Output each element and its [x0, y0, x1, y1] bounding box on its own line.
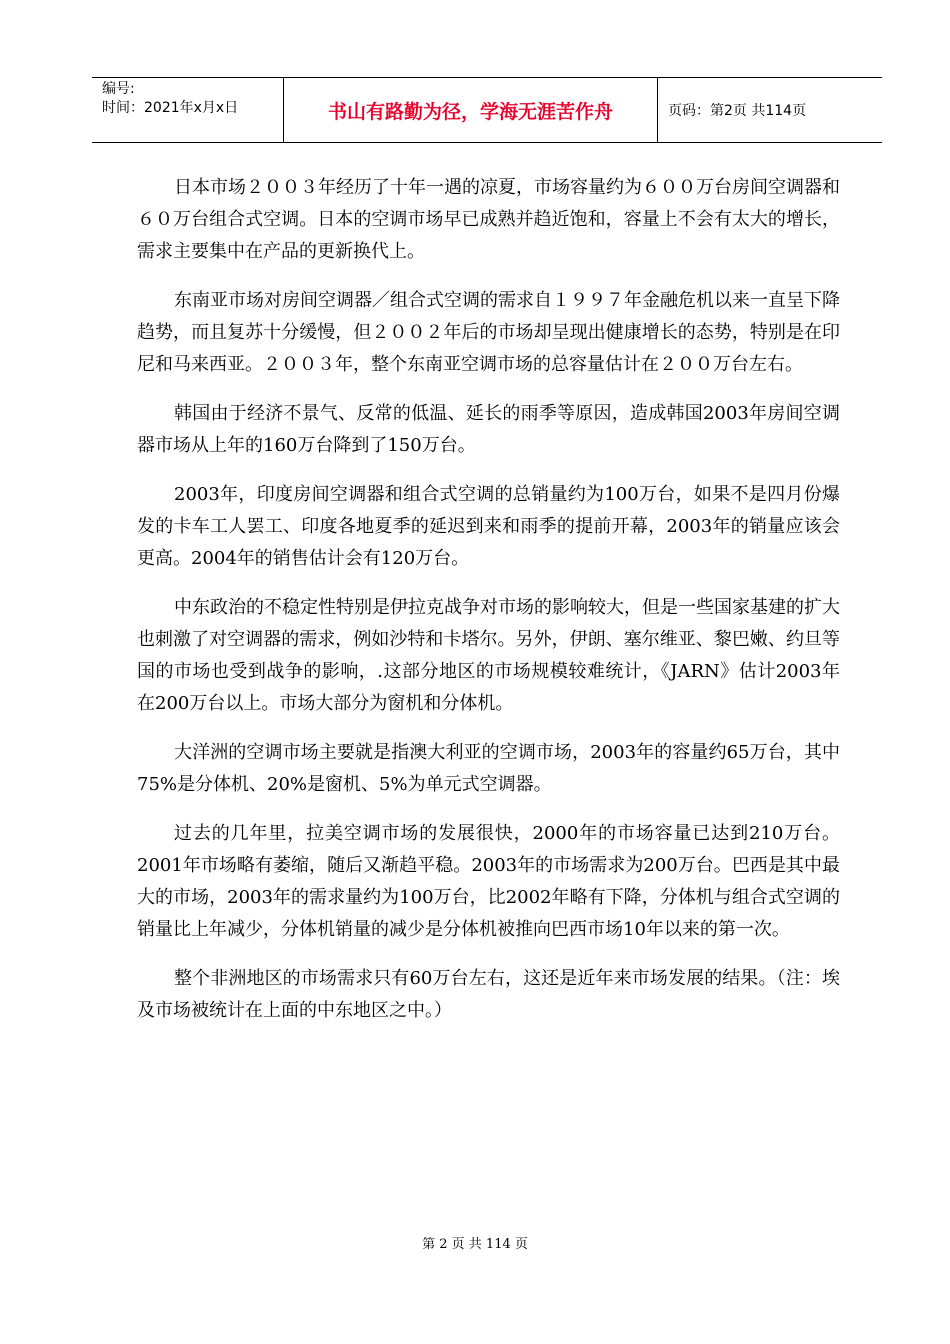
page-info-text: 页码：第2页 共114页 — [668, 103, 807, 119]
paragraph-oceania: 大洋洲的空调市场主要就是指澳大利亚的空调市场，2003年的容量约65万台，其中75%是分体机、20%是窗机、5%为单元式空调器。 — [137, 742, 840, 795]
paragraph-africa: 整个非洲地区的市场需求只有60万台左右，这还是近年来市场发展的结果。（注：埃及市场被统计在上面的中东地区之中。） — [137, 968, 840, 1021]
paragraph-latin-america: 过去的几年里，拉美空调市场的发展很快，2000年的市场容量已达到210万台。2001年市场略有萎缩，随后又渐趋平稳。2003年的市场需求为200万台。巴西是其中最大的市场，2003年的需求量约为100万台，比2002年略有下降，分体机与组合式空调的销量比上年减少，分体机销量的减少是分体机被推向巴西市场10年以来的第一次。 — [137, 823, 840, 940]
header-meta — [92, 78, 284, 142]
document-body — [137, 172, 840, 1044]
footer-page-number: 第 2 页 共 114 页 — [422, 1237, 528, 1252]
motto-text: 书山有路勤为径，学海无涯苦作舟 — [327, 100, 613, 123]
header-motto — [284, 78, 658, 142]
paragraph-india: 2003年，印度房间空调器和组合式空调的总销量约为100万台，如果不是四月份爆发的卡车工人罢工、印度各地夏季的延迟到来和雨季的提前开幕，2003年的销量应该会更高。2004年的销售估计会有120万台。 — [137, 484, 840, 569]
paragraph-middle-east: 中东政治的不稳定性特别是伊拉克战争对市场的影响较大，但是一些国家基建的扩大也刺激了对空调器的需求，例如沙特和卡塔尔。另外，伊朗、塞尔维亚、黎巴嫩、约旦等国的市场也受到战争的影响，.这部分地区的市场规模较难统计，《JARN》估计2003年在200万台以上。市场大部分为窗机和分体机。 — [137, 597, 840, 714]
document-time: 时间：2021年x月x日 — [102, 100, 239, 116]
page-header — [92, 77, 882, 143]
paragraph-japan: 日本市场２００３年经历了十年一遇的凉夏，市场容量约为６００万台房间空调器和６０万台组合式空调。日本的空调市场早已成熟并趋近饱和，容量上不会有太大的增长，需求主要集中在产品的更新换代上。 — [137, 177, 840, 262]
paragraph-southeast-asia: 东南亚市场对房间空调器／组合式空调的需求自１９９７年金融危机以来一直呈下降趋势，而且复苏十分缓慢，但２００２年后的市场却呈现出健康增长的态势，特别是在印尼和马来西亚。２００３年，整个东南亚空调市场的总容量估计在２００万台左右。 — [137, 290, 840, 375]
document-code-label: 编号: — [102, 81, 135, 97]
page-footer — [0, 1233, 950, 1252]
header-page-info — [658, 78, 882, 142]
paragraph-korea: 韩国由于经济不景气、反常的低温、延长的雨季等原因，造成韩国2003年房间空调器市场从上年的160万台降到了150万台。 — [137, 403, 840, 456]
